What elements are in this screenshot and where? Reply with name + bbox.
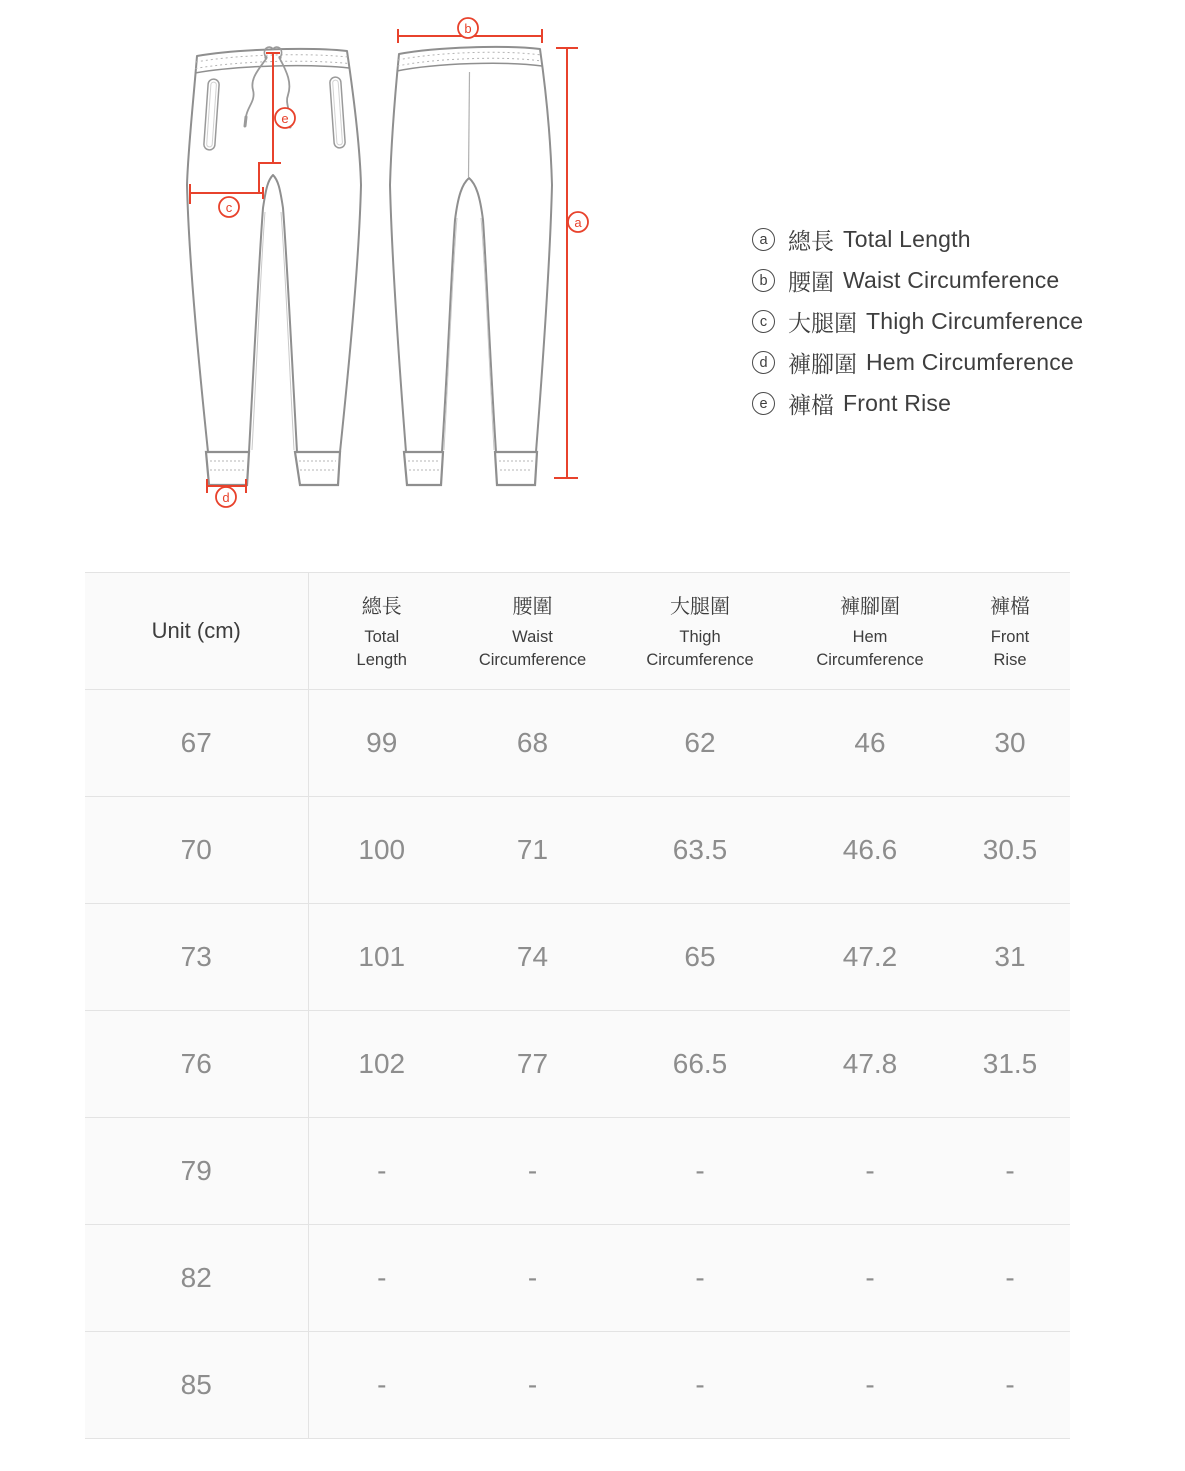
value-cell: -	[455, 1332, 610, 1439]
size-cell: 67	[85, 690, 308, 797]
value-cell: -	[950, 1118, 1070, 1225]
value-cell: -	[455, 1118, 610, 1225]
size-cell: 76	[85, 1011, 308, 1118]
value-cell: 30.5	[950, 797, 1070, 904]
value-cell: 31	[950, 904, 1070, 1011]
svg-text:b: b	[464, 21, 472, 36]
column-header-front-rise: 褲檔 Front Rise	[950, 573, 1070, 690]
value-cell: 47.2	[790, 904, 950, 1011]
value-cell: -	[950, 1225, 1070, 1332]
legend-en-label: Hem Circumference	[866, 349, 1074, 375]
size-cell: 70	[85, 797, 308, 904]
legend-letter-b-icon: b	[752, 269, 775, 292]
size-cell: 79	[85, 1118, 308, 1225]
value-cell: 102	[308, 1011, 455, 1118]
size-cell: 82	[85, 1225, 308, 1332]
value-cell: 62	[610, 690, 790, 797]
front-cuffs	[206, 452, 340, 485]
legend-item-front-rise	[752, 383, 1083, 424]
legend-en-label: Total Length	[843, 226, 971, 252]
svg-text:a: a	[574, 215, 582, 230]
legend-zh-label: 褲檔	[788, 392, 834, 418]
table-row-size-67	[85, 690, 1070, 797]
legend-zh-label: 總長	[788, 228, 834, 254]
value-cell: -	[790, 1225, 950, 1332]
value-cell: 47.8	[790, 1011, 950, 1118]
value-cell: 63.5	[610, 797, 790, 904]
marker-c-icon	[219, 197, 239, 217]
unit-header-cell	[85, 573, 308, 690]
value-cell: -	[790, 1332, 950, 1439]
value-cell: 31.5	[950, 1011, 1070, 1118]
value-cell: 101	[308, 904, 455, 1011]
value-cell: 46.6	[790, 797, 950, 904]
legend-item-waist	[752, 260, 1083, 301]
value-cell: -	[610, 1225, 790, 1332]
size-cell: 85	[85, 1332, 308, 1439]
header-row	[85, 573, 1070, 690]
value-cell: -	[455, 1225, 610, 1332]
table-row-size-79	[85, 1118, 1070, 1225]
size-diagram-section	[0, 0, 1185, 572]
value-cell: -	[610, 1332, 790, 1439]
value-cell: 74	[455, 904, 610, 1011]
unit-label: Unit (cm)	[151, 618, 241, 643]
legend-item-thigh	[752, 301, 1083, 342]
measurement-legend	[752, 219, 1083, 424]
column-header-thigh: 大腿圍 Thigh Circumference	[610, 573, 790, 690]
table-row-size-82	[85, 1225, 1070, 1332]
value-cell: -	[308, 1332, 455, 1439]
legend-zh-label: 腰圍	[788, 269, 834, 295]
size-chart-table	[85, 572, 1070, 1439]
value-cell: 71	[455, 797, 610, 904]
legend-letter-d-icon: d	[752, 351, 775, 374]
marker-a-icon	[568, 212, 588, 232]
value-cell: 68	[455, 690, 610, 797]
legend-en-label: Waist Circumference	[843, 267, 1060, 293]
svg-text:e: e	[281, 111, 289, 126]
back-cuffs	[404, 452, 537, 485]
value-cell: 46	[790, 690, 950, 797]
marker-d-icon	[216, 487, 236, 507]
legend-letter-e-icon: e	[752, 392, 775, 415]
table-row-size-70	[85, 797, 1070, 904]
legend-letter-c-icon: c	[752, 310, 775, 333]
value-cell: 30	[950, 690, 1070, 797]
column-header-hem: 褲腳圍 Hem Circumference	[790, 573, 950, 690]
value-cell: -	[950, 1332, 1070, 1439]
legend-zh-label: 大腿圍	[788, 310, 857, 336]
size-cell: 73	[85, 904, 308, 1011]
value-cell: 66.5	[610, 1011, 790, 1118]
pants-back-view	[390, 47, 552, 485]
value-cell: 100	[308, 797, 455, 904]
value-cell: 77	[455, 1011, 610, 1118]
legend-letter-a-icon: a	[752, 228, 775, 251]
value-cell: 99	[308, 690, 455, 797]
table-row-size-76	[85, 1011, 1070, 1118]
table-row-size-73	[85, 904, 1070, 1011]
legend-zh-label: 褲腳圍	[788, 351, 857, 377]
legend-en-label: Thigh Circumference	[866, 308, 1084, 334]
marker-e-icon	[275, 108, 295, 128]
svg-text:d: d	[222, 490, 230, 505]
value-cell: -	[308, 1118, 455, 1225]
value-cell: -	[790, 1118, 950, 1225]
legend-en-label: Front Rise	[843, 390, 952, 416]
value-cell: -	[308, 1225, 455, 1332]
value-cell: -	[610, 1118, 790, 1225]
legend-item-hem	[752, 342, 1083, 383]
pants-diagram	[0, 0, 620, 520]
column-header-total-length: 總長 Total Length	[308, 573, 455, 690]
table-row-size-85	[85, 1332, 1070, 1439]
value-cell: 65	[610, 904, 790, 1011]
column-header-waist: 腰圍 Waist Circumference	[455, 573, 610, 690]
svg-text:c: c	[225, 200, 233, 215]
legend-item-total-length	[752, 219, 1083, 260]
marker-b-icon	[458, 18, 478, 38]
